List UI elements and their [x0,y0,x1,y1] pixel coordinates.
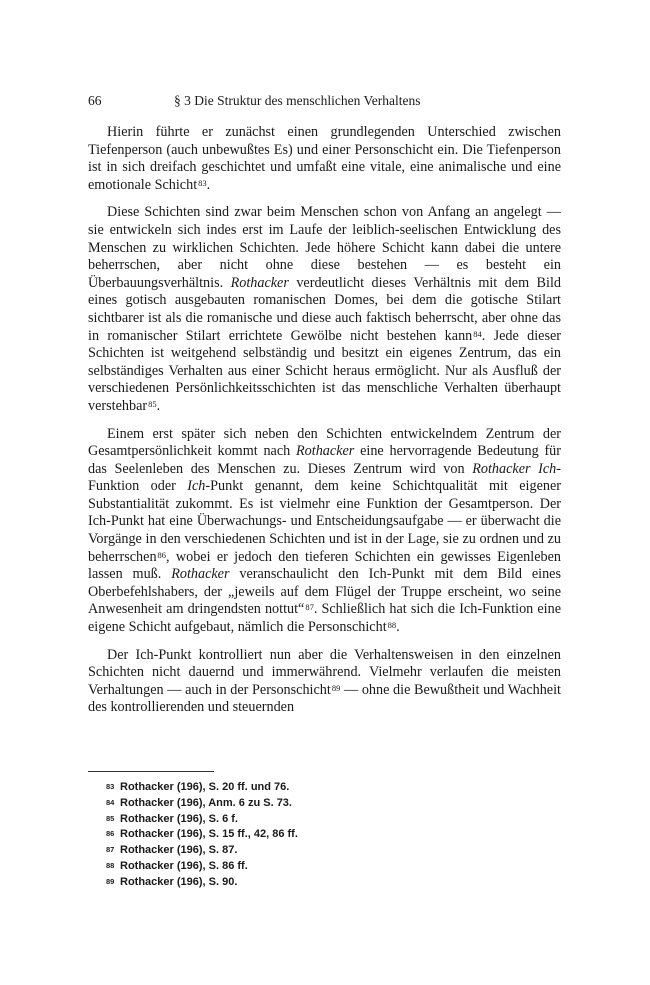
footnote-reference: 85 [148,398,157,409]
footnote-number: 84 [106,797,115,807]
footnote-number: 89 [106,876,115,886]
footnote [106,859,506,875]
footnote-text: Rothacker (196), S. 15 ff., 42, 86 ff. [120,828,298,841]
footnote [106,812,506,828]
footnotes [106,780,506,891]
footnote [106,827,506,843]
footnote [106,843,506,859]
footnote-number: 86 [106,829,115,839]
text-run: Hierin führte er zunächst einen grundlegenden Unterschied zwischen Tiefenperson (auch unbewußtes Es) und einer Personschicht ein. Die Tiefenperson ist in sich dreifach geschichtet und umfaßt eine vitale, eine animalische und eine emotionale Schicht [88,124,561,193]
paragraph [88,204,561,415]
text-run: veranschaulicht den Ich-Punkt mit dem Bild eines Oberbefehlshabers, der „jeweils auf dem Flügel der Truppe erscheint, wo seine Anwesenheit am dringendsten nottut“ [88,566,561,618]
text-run: . [396,619,400,636]
footnote-text: Rothacker (196), S. 20 ff. und 76. [120,781,290,793]
text-run: . Schließlich hat sich die Ich-Funktion eine eigene Schicht aufgebaut, nämlich die Personschicht [88,601,561,636]
text-run: verdeutlicht dieses Verhältnis mit dem Bild eines gotisch ausgebauten romanischen Domes, bei dem die gotische Stilart sichtbarer ist als die romanische und diese auch faktisch beherrscht, aber ohne das in romanischer Stilart errichtete Gewölbe nicht bestehen kann [88,274,561,344]
footnote-number: 83 [106,782,115,791]
footnote-text: Rothacker (196), S. 90. [120,875,238,888]
paragraph [88,426,561,637]
footnote-text: Rothacker (196), S. 6 f. [120,812,238,825]
text-run: Diese Schichten sind zwar beim Menschen schon von Anfang an angelegt — sie entwickeln sich indes erst im Laufe der leiblich-seelischen Entwicklung des Menschen zu wirklichen Schichten. Jede höhere Schicht kann dabei die untere beherrschen, aber nicht ohne diese bestehen — es besteht ein Überbauungsverhältnis. [88,204,561,291]
footnote-number: 87 [106,845,115,855]
footnote-reference: 84 [473,328,482,339]
footnote [106,875,506,891]
text-run: — ohne die Bewußtheit und Wachheit des kontrollierenden und steuernden [88,681,561,716]
italic-run: Rothacker Ich [472,460,557,477]
footnote-text: Rothacker (196), S. 86 ff. [120,859,248,872]
footnote-number: 88 [106,860,115,870]
text-run: . [206,176,211,193]
footnote-divider [88,771,214,772]
text-run: . Jede dieser Schichten ist weitgehend selbständig und besitzt ein eigenes Zentrum, das ein selbständiges Verhalten aus einer Schicht heraus ermöglicht. Nur als Ausfluß der verschiedenen Persönlichkeitsschichten ist das menschliche Verhalten überhaupt verstehbar [88,327,561,414]
text-run: , wobei er jedoch den tieferen Schichten ein gewisses Eigenleben lassen muß. [88,548,561,583]
footnote [106,780,506,796]
text-run: . [156,397,161,414]
running-head [88,93,560,111]
paragraph [88,647,561,717]
text-run: -Funktion oder [88,460,561,495]
footnote-reference: 87 [305,602,314,613]
text-run: Einem erst später sich neben den Schichten entwickelndem Zentrum der Gesamtpersönlichkeit kommt nach [88,425,561,460]
footnote-text: Rothacker (196), Anm. 6 zu S. 73. [120,796,292,809]
body-text [88,124,561,727]
italic-run: Rothacker [230,274,289,291]
footnote-reference: 88 [387,620,397,631]
text-run: eine hervorragende Bedeutung für das Seelenleben des Menschen zu. Dieses Zentrum wird von [88,443,561,477]
italic-run: Rothacker [171,566,230,583]
footnote-number: 85 [106,813,115,823]
section-title: § 3 Die Struktur des menschlichen Verhaltens [174,93,421,108]
footnote-text: Rothacker (196), S. 87. [120,844,238,857]
footnote-reference: 83 [198,177,207,188]
footnote-reference: 89 [331,682,341,693]
italic-run: Ich [187,478,206,495]
paragraph [88,124,561,194]
text-run: Der Ich-Punkt kontrolliert nun aber die Verhaltensweisen in den einzelnen Schichten nicht dauernd und immerwährend. Vielmehr verlaufen die meisten Verhaltungen — auch in der Personschicht [88,646,561,698]
page-number: 66 [88,93,102,108]
footnote-reference: 86 [157,549,167,560]
italic-run: Rothacker [296,443,355,460]
footnote [106,796,506,812]
text-run: -Punkt genannt, dem keine Schichtqualität mit eigener Substantialität zukommt. Es ist vielmehr eine Funktion der Gesamtperson. Der Ich-Punkt hat eine Überwachungs- und Entscheidungsaufgabe — er überwacht die Vorgänge in den verschiedenen Schichten und ist in der Lage, sie zu ordnen und zu beherrschen [88,478,562,565]
